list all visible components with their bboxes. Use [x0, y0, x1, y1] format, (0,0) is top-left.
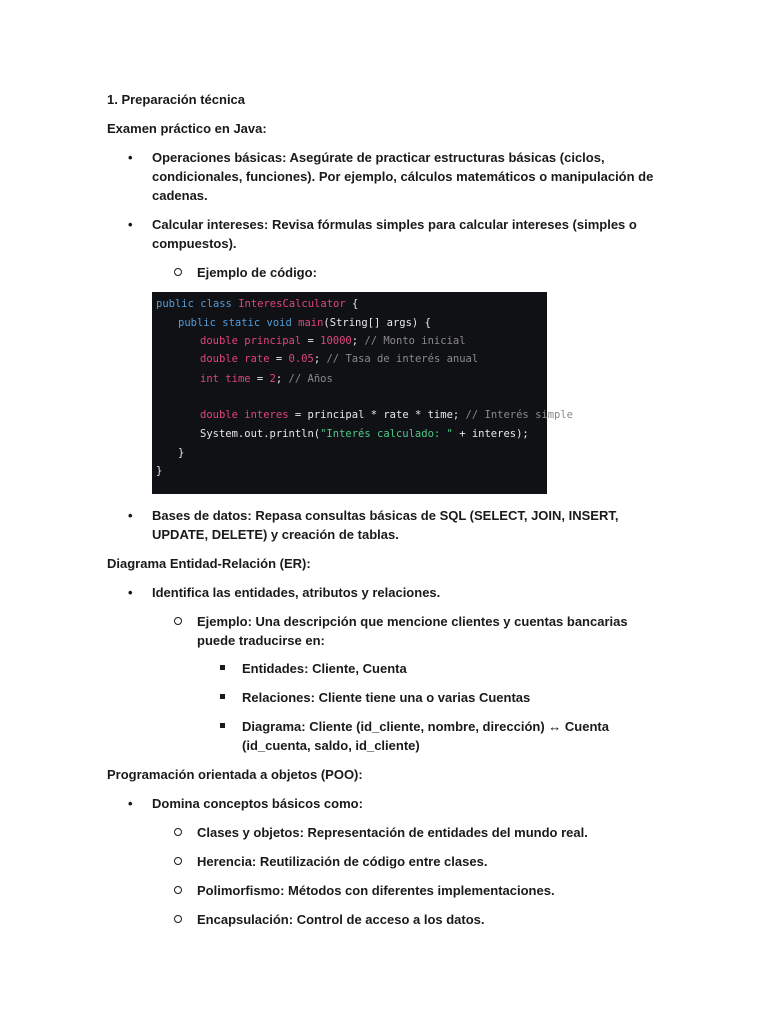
er-section-title: Diagrama Entidad-Relación (ER):	[107, 556, 311, 571]
code-token: interes	[244, 409, 289, 421]
bullet-circle-icon	[174, 617, 182, 625]
code-token: double	[200, 409, 238, 421]
code-token: =	[269, 353, 289, 365]
code-token: ;	[313, 353, 321, 365]
code-token: System.out.println(	[200, 428, 321, 440]
code-comment: // Años	[282, 373, 333, 385]
code-token: }	[178, 447, 185, 459]
java-section-title: Examen práctico en Java:	[107, 121, 267, 136]
poo-section-title: Programación orientada a objetos (POO):	[107, 767, 363, 782]
section-heading: 1. Preparación técnica	[107, 92, 246, 107]
er-sub-relaciones: Relaciones: Cliente tiene una o varias Cuentas	[242, 690, 531, 705]
bullet-square-icon	[220, 694, 225, 699]
bullet-dot-icon	[128, 506, 133, 525]
poo-concept-polimorfismo: Polimorfismo: Métodos con diferentes implementaciones.	[197, 883, 555, 898]
code-token: time	[225, 373, 251, 385]
code-line-3	[200, 334, 466, 348]
code-token: principal	[244, 335, 302, 347]
list-item-domina: Domina conceptos básicos como:	[152, 796, 363, 811]
bullet-dot-icon	[128, 148, 133, 167]
code-token: + interes);	[452, 428, 529, 440]
bullet-dot-icon	[128, 215, 133, 234]
er-example-text: Ejemplo: Una descripción que mencione clientes y cuentas bancarias puede traducirse en:	[197, 614, 628, 648]
code-comment: // Monto inicial	[358, 335, 466, 347]
list-item-bases-de-datos: Bases de datos: Repasa consultas básicas de SQL (SELECT, JOIN, INSERT, UPDATE, DELETE) y creación de tablas.	[152, 508, 619, 542]
code-line-5	[200, 372, 333, 386]
bullet-square-icon	[220, 665, 225, 670]
code-token: rate	[244, 353, 270, 365]
poo-concept-clases: Clases y objetos: Representación de entidades del mundo real.	[197, 825, 588, 840]
code-token: 2	[269, 373, 276, 385]
code-line-2	[178, 316, 431, 330]
code-token: double	[200, 335, 238, 347]
code-line-1	[156, 297, 358, 311]
code-token: =	[301, 335, 321, 347]
code-token: = principal * rate * time;	[288, 409, 460, 421]
code-token: {	[345, 298, 359, 310]
code-string: "Interés calculado: "	[320, 428, 453, 440]
list-item-operaciones: Operaciones básicas: Asegúrate de practicar estructuras básicas (ciclos, condicionales, funciones). Por ejemplo, cálculos matemáticos o manipulación de cadenas.	[152, 150, 654, 203]
list-item-identifica: Identifica las entidades, atributos y relaciones.	[152, 585, 441, 600]
er-sub-diagrama: Diagrama: Cliente (id_cliente, nombre, dirección) ↔ Cuenta (id_cuenta, saldo, id_cliente)	[242, 719, 609, 753]
code-token: public class	[156, 298, 232, 310]
poo-concept-encapsulacion: Encapsulación: Control de acceso a los datos.	[197, 912, 485, 927]
code-line-9	[156, 464, 162, 478]
poo-concept-herencia: Herencia: Reutilización de código entre clases.	[197, 854, 488, 869]
er-sub-entidades: Entidades: Cliente, Cuenta	[242, 661, 407, 676]
code-token: 10000	[320, 335, 352, 347]
code-token: (String[] args) {	[323, 317, 431, 329]
code-line-7	[200, 427, 529, 441]
bullet-circle-icon	[174, 268, 182, 276]
code-example-label: Ejemplo de código:	[197, 265, 317, 280]
code-token: public static void	[178, 317, 292, 329]
bullet-dot-icon	[128, 583, 133, 602]
code-token: main	[298, 317, 324, 329]
list-item-intereses: Calcular intereses: Revisa fórmulas simples para calcular intereses (simples o compuestos).	[152, 217, 637, 251]
code-comment: // Interés simple	[459, 409, 574, 421]
bullet-square-icon	[220, 723, 225, 728]
code-token: }	[156, 465, 163, 477]
code-line-8	[178, 446, 184, 460]
bullet-circle-icon	[174, 857, 182, 865]
code-line-4	[200, 352, 478, 366]
code-comment: // Tasa de interés anual	[320, 353, 479, 365]
code-block	[152, 292, 574, 494]
code-token: ;	[351, 335, 359, 347]
code-token: =	[250, 373, 270, 385]
bullet-circle-icon	[174, 915, 182, 923]
code-token: 0.05	[288, 353, 314, 365]
bullet-dot-icon	[128, 794, 133, 813]
code-token: ;	[275, 373, 283, 385]
code-token: int	[200, 373, 219, 385]
code-line-6	[200, 408, 573, 422]
code-token: InteresCalculator	[238, 298, 346, 310]
code-token: double	[200, 353, 238, 365]
bullet-circle-icon	[174, 886, 182, 894]
bullet-circle-icon	[174, 828, 182, 836]
